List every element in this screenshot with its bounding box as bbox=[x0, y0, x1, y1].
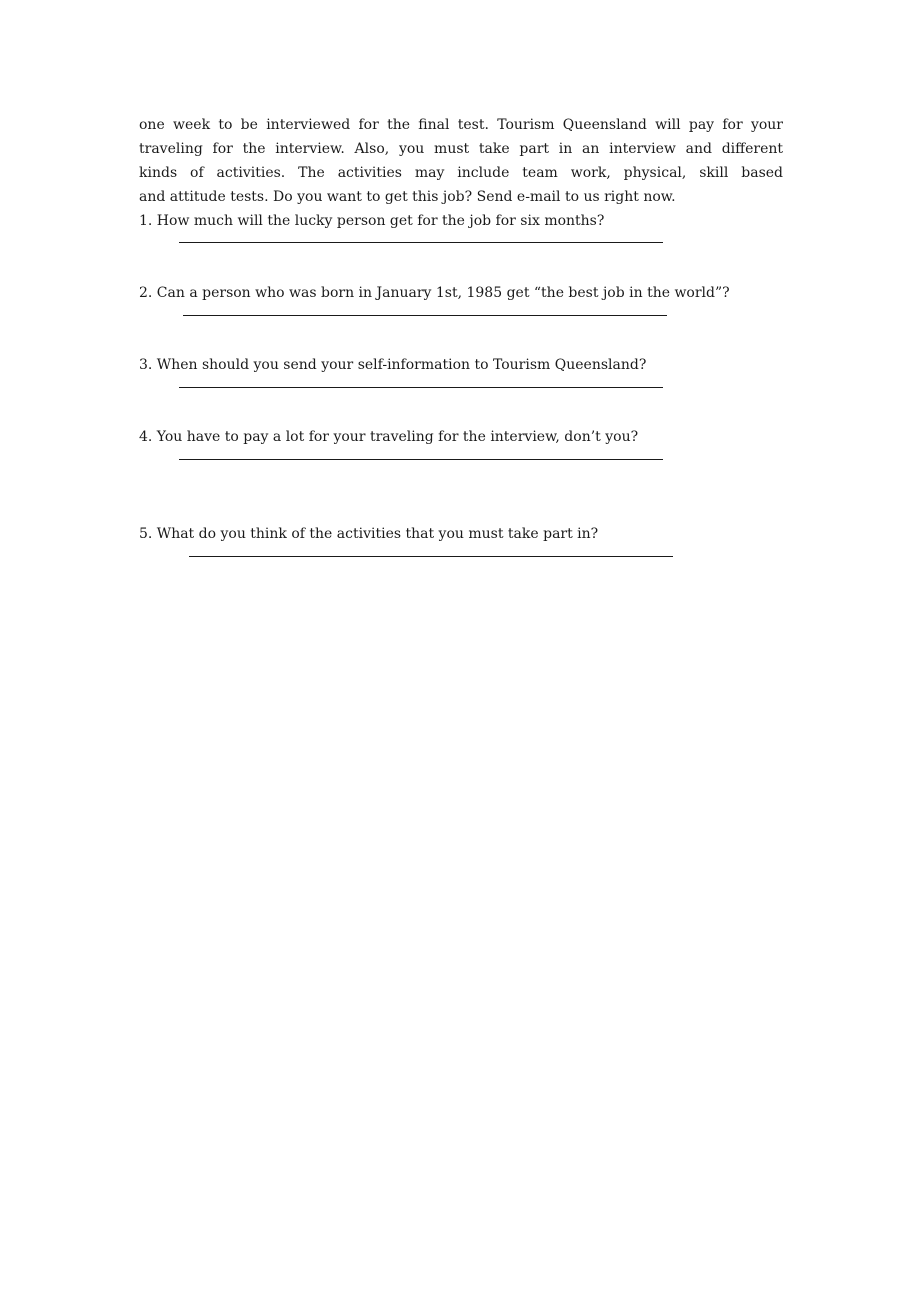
question-4: 4. You have to pay a lot for your traveling for the interview, don’t you? bbox=[139, 429, 639, 445]
reading-passage bbox=[139, 113, 783, 209]
question-2: 2. Can a person who was born in January 1st, 1985 get “the best job in the world”? bbox=[139, 285, 730, 301]
passage-line: one week to be interviewed for the final test. Tourism Queensland will pay for your bbox=[139, 117, 783, 133]
answer-line-3 bbox=[179, 387, 663, 388]
answer-line-2 bbox=[183, 315, 667, 316]
question-3: 3. When should you send your self-information to Tourism Queensland? bbox=[139, 357, 647, 373]
answer-line-1 bbox=[179, 242, 663, 243]
passage-line: traveling for the interview. Also, you must take part in an interview and different bbox=[139, 141, 783, 157]
question-5: 5. What do you think of the activities that you must take part in? bbox=[139, 526, 599, 542]
passage-line: kinds of activities. The activities may include team work, physical, skill based bbox=[139, 165, 783, 181]
answer-line-5 bbox=[189, 556, 673, 557]
answer-line-4 bbox=[179, 459, 663, 460]
passage-line: and attitude tests. Do you want to get this job? Send e-mail to us right now. bbox=[139, 189, 676, 205]
question-1: 1. How much will the lucky person get for the job for six months? bbox=[139, 213, 605, 229]
